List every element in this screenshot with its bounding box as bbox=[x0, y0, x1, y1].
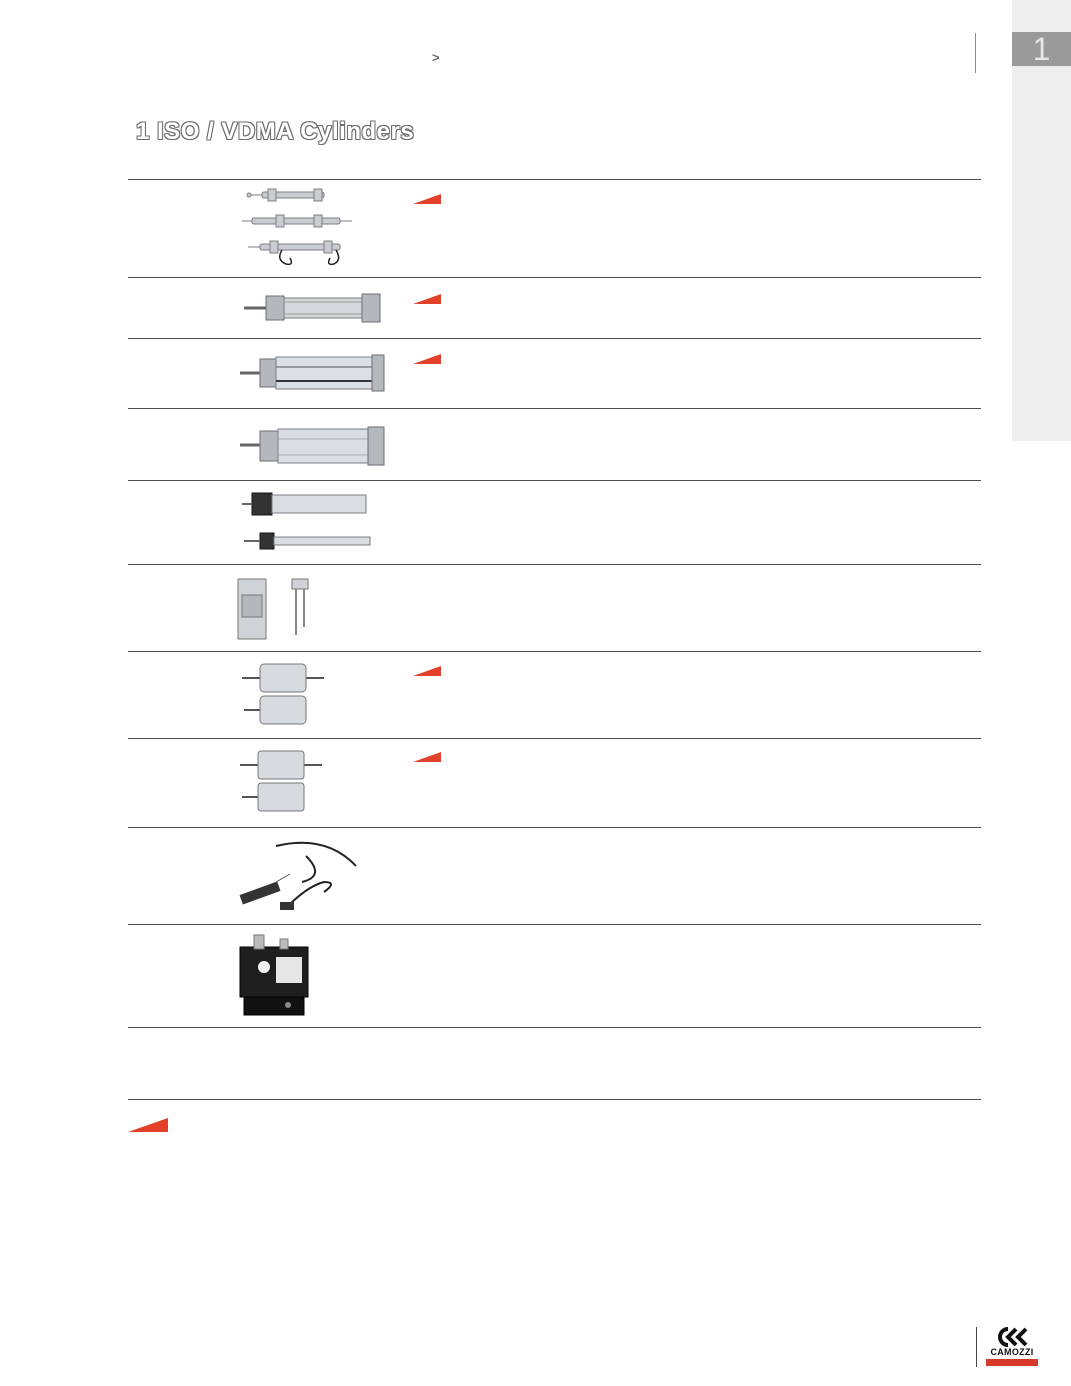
new-product-flag-icon bbox=[413, 351, 441, 361]
new-product-flag-icon bbox=[413, 191, 441, 201]
new-product-flag-icon bbox=[413, 749, 441, 759]
table-row[interactable] bbox=[128, 339, 981, 408]
new-product-flag-icon bbox=[413, 663, 441, 673]
table-row[interactable] bbox=[128, 739, 981, 827]
logo-text: CAMOZZI bbox=[990, 1347, 1034, 1357]
short-stroke-square-cylinders-image bbox=[238, 749, 338, 819]
table-row[interactable] bbox=[128, 652, 981, 738]
table-row[interactable] bbox=[128, 409, 981, 480]
mini-iso-cylinders-image bbox=[240, 184, 360, 270]
rod-lock-cylinders-image bbox=[238, 487, 378, 557]
new-product-flag-icon bbox=[413, 291, 441, 301]
new-product-flag-icon bbox=[128, 1118, 168, 1137]
iso-cylinder-tie-rods-image bbox=[240, 284, 384, 332]
table-row[interactable] bbox=[128, 481, 981, 564]
iso-profile-cylinder-image bbox=[238, 417, 386, 473]
table-row[interactable] bbox=[128, 180, 981, 277]
table-row[interactable] bbox=[128, 828, 981, 924]
page-title: 1 ISO / VDMA Cylinders bbox=[136, 118, 415, 145]
table-row[interactable] bbox=[128, 1028, 981, 1099]
guide-units-image bbox=[234, 577, 334, 641]
breadcrumb-separator: > bbox=[432, 50, 440, 65]
header-divider bbox=[975, 33, 976, 73]
logo-red-bar bbox=[986, 1359, 1038, 1366]
camozzi-logo-icon[interactable] bbox=[996, 1327, 1030, 1347]
short-stroke-round-cylinders-image bbox=[240, 660, 340, 730]
solenoid-block-image bbox=[232, 933, 312, 1021]
iso-cylinder-long-image bbox=[238, 347, 386, 399]
footer-divider bbox=[976, 1327, 977, 1367]
table-rule bbox=[128, 1099, 981, 1100]
table-row[interactable] bbox=[128, 925, 981, 1027]
magnetic-sensors-image bbox=[236, 836, 366, 916]
chapter-number: 1 bbox=[1032, 31, 1051, 67]
table-row[interactable] bbox=[128, 565, 981, 651]
table-row[interactable] bbox=[128, 278, 981, 338]
